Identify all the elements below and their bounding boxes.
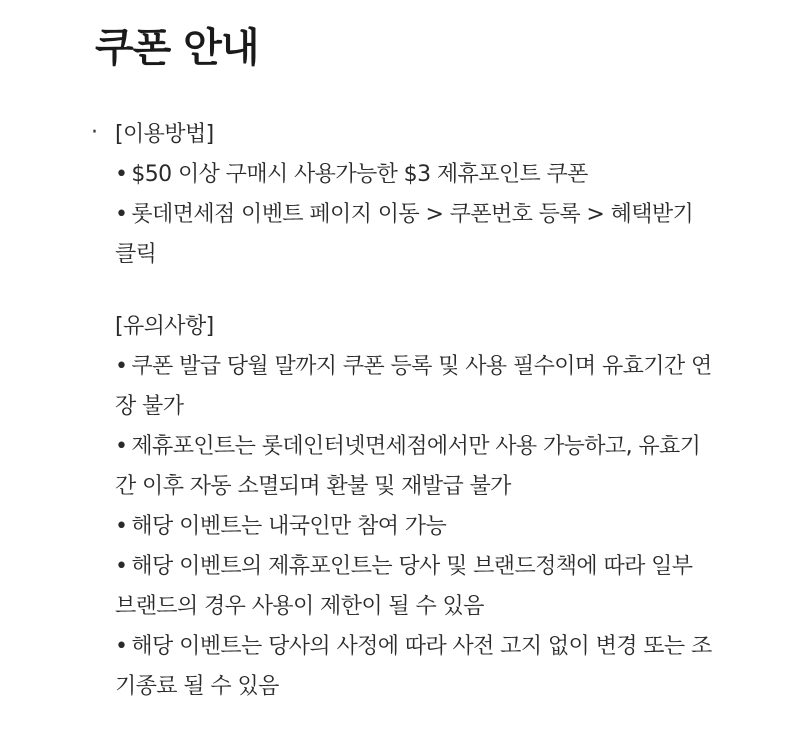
list-item	[115, 347, 715, 427]
list-item	[115, 427, 715, 507]
outer-list-bullet: ·	[91, 120, 98, 145]
bullet-icon: •	[115, 634, 128, 659]
list-item-text: 해당 이벤트는 당사의 사정에 따라 사전 고지 없이 변경 또는 조기종료 될 수 있음	[115, 634, 712, 699]
list-item-text: 해당 이벤트의 제휴포인트는 당사 및 브랜드정책에 따라 일부 브랜드의 경우 사용이 제한이 될 수 있음	[115, 554, 693, 619]
list-item-text: 쿠폰 발급 당월 말까지 쿠폰 등록 및 사용 필수이며 유효기간 연장 불가	[115, 354, 712, 419]
list-item	[115, 195, 715, 275]
bullet-icon: •	[115, 434, 128, 459]
notice-content	[115, 115, 715, 707]
list-item	[115, 627, 715, 707]
usage-heading: [이용방법]	[115, 122, 214, 147]
list-item-text: $50 이상 구매시 사용가능한 $3 제휴포인트 쿠폰	[131, 162, 588, 187]
list-item	[115, 155, 715, 195]
list-item-text: 해당 이벤트는 내국인만 참여 가능	[131, 514, 447, 539]
bullet-icon: •	[115, 354, 128, 379]
list-item-text: 롯데면세점 이벤트 페이지 이동 > 쿠폰번호 등록 > 혜택받기 클릭	[115, 202, 694, 267]
bullet-icon: •	[115, 514, 128, 539]
list-item	[115, 547, 715, 627]
bullet-icon: •	[115, 554, 128, 579]
list-item-text: 제휴포인트는 롯데인터넷면세점에서만 사용 가능하고, 유효기간 이후 자동 소멸되며 환불 및 재발급 불가	[115, 434, 701, 499]
section-spacer	[115, 275, 715, 307]
list-item	[115, 507, 715, 547]
bullet-icon: •	[115, 202, 128, 227]
page-title: 쿠폰 안내	[95, 25, 259, 71]
bullet-icon: •	[115, 162, 128, 187]
caution-heading: [유의사항]	[115, 314, 214, 339]
